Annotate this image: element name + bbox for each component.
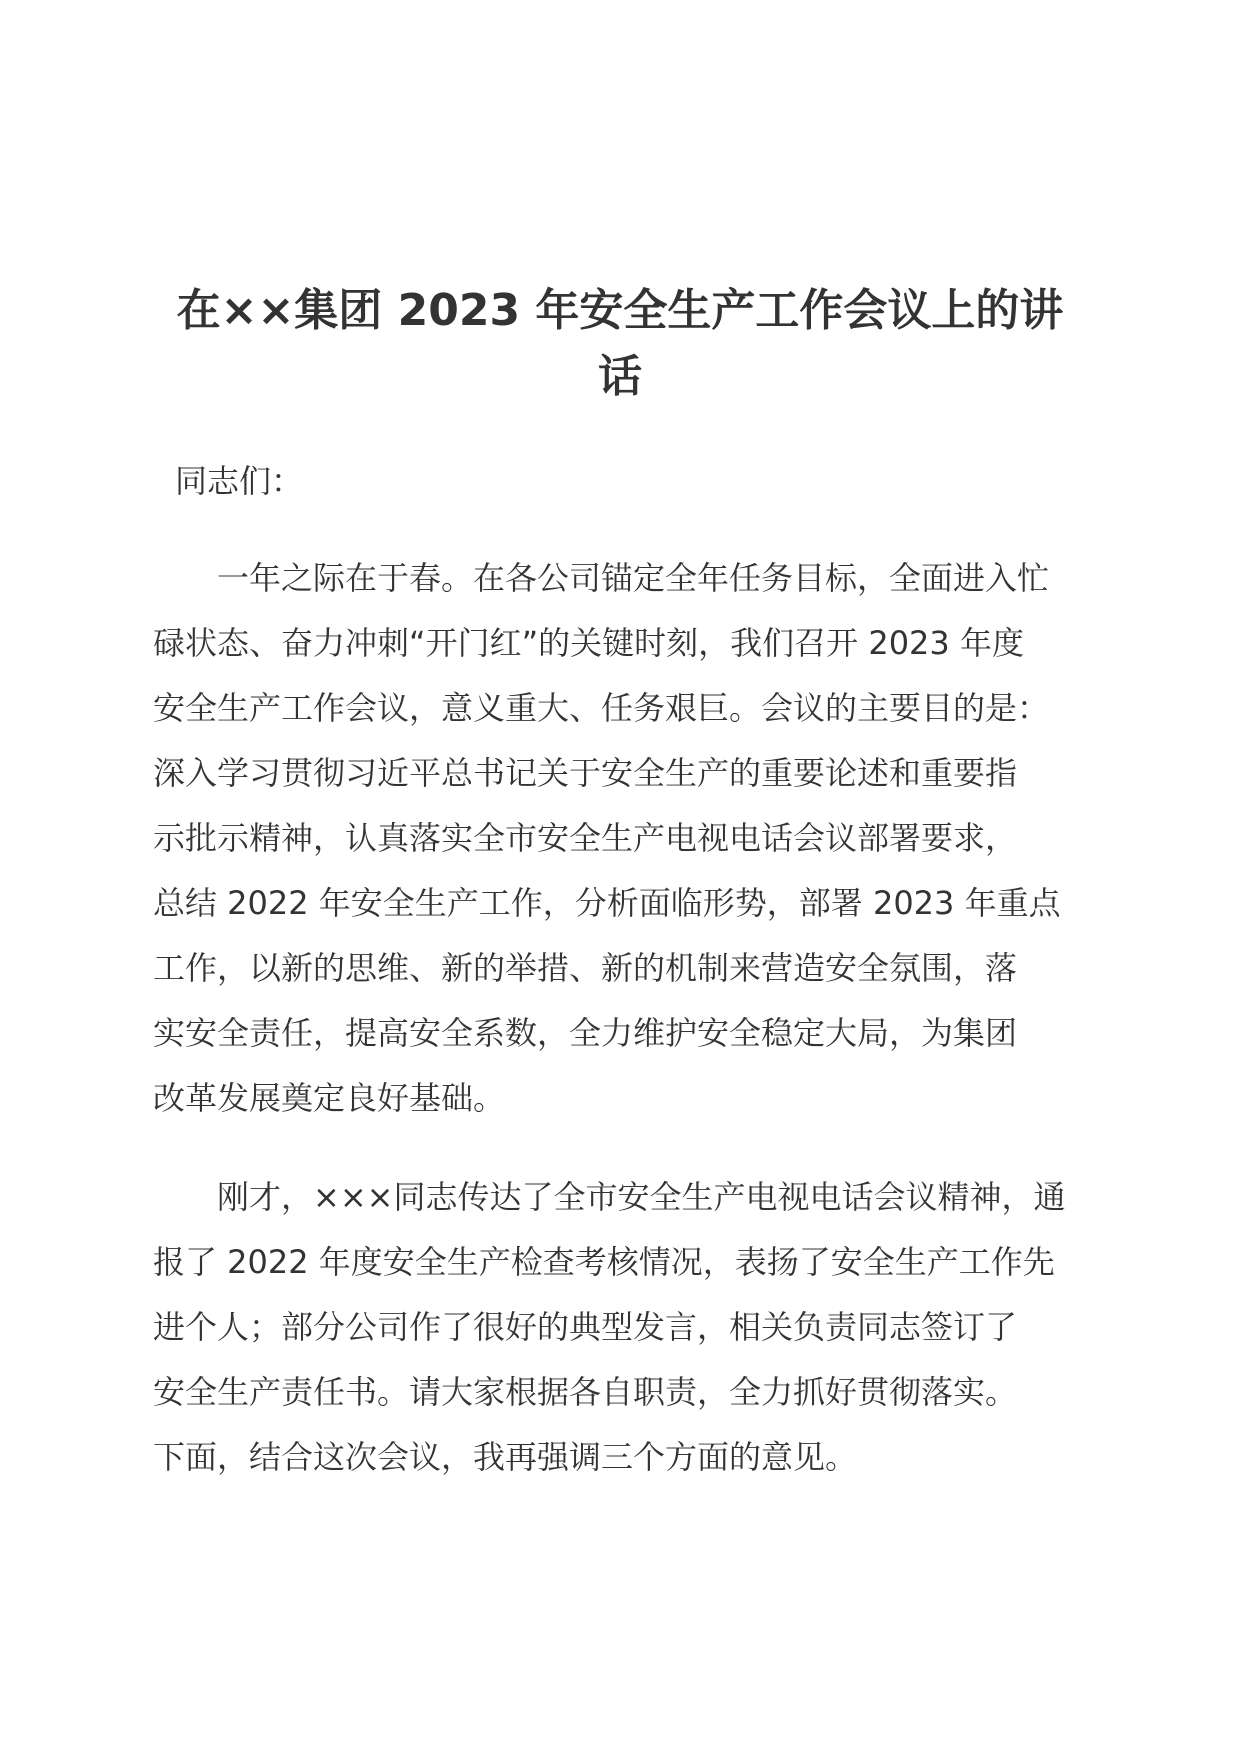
paragraph-line: 示批示精神，认真落实全市安全生产电视电话会议部署要求， — [153, 819, 1018, 857]
paragraph-line: 工作，以新的思维、新的举措、新的机制来营造安全氛围，落 — [153, 949, 1018, 987]
paragraph-line: 碌状态、奋力冲刺“开门红”的关键时刻，我们召开 2023 年度 — [153, 624, 1024, 662]
paragraph-line: 安全生产工作会议，意义重大、任务艰巨。会议的主要目的是： — [153, 689, 1050, 727]
document-title — [150, 278, 1090, 410]
title-line-2: 话 — [598, 351, 642, 402]
title-line-1: 在××集团 2023 年安全生产工作会议上的讲 — [176, 285, 1064, 336]
paragraph-line: 深入学习贯彻习近平总书记关于安全生产的重要论述和重要指 — [153, 754, 1018, 792]
paragraph-line: 下面，结合这次会议，我再强调三个方面的意见。 — [153, 1438, 858, 1476]
paragraph-1 — [153, 546, 1090, 1131]
paragraph-line: 报了 2022 年度安全生产检查考核情况，表扬了安全生产工作先 — [153, 1243, 1055, 1281]
paragraph-line: 改革发展奠定良好基础。 — [153, 1079, 506, 1117]
salutation: 同志们： — [175, 462, 304, 500]
paragraph-2 — [153, 1165, 1090, 1490]
paragraph-line: 刚才，×××同志传达了全市安全生产电视电话会议精神，通 — [217, 1178, 1066, 1216]
paragraph-line: 进个人；部分公司作了很好的典型发言，相关负责同志签订了 — [153, 1308, 1018, 1346]
document-body — [153, 450, 1090, 1490]
paragraph-line: 安全生产责任书。请大家根据各自职责，全力抓好贯彻落实。 — [153, 1373, 1018, 1411]
paragraph-line: 总结 2022 年安全生产工作，分析面临形势，部署 2023 年重点 — [153, 884, 1061, 922]
paragraph-line: 一年之际在于春。在各公司锚定全年任务目标，全面进入忙 — [217, 559, 1050, 597]
paragraph-line: 实安全责任，提高安全系数，全力维护安全稳定大局，为集团 — [153, 1014, 1018, 1052]
